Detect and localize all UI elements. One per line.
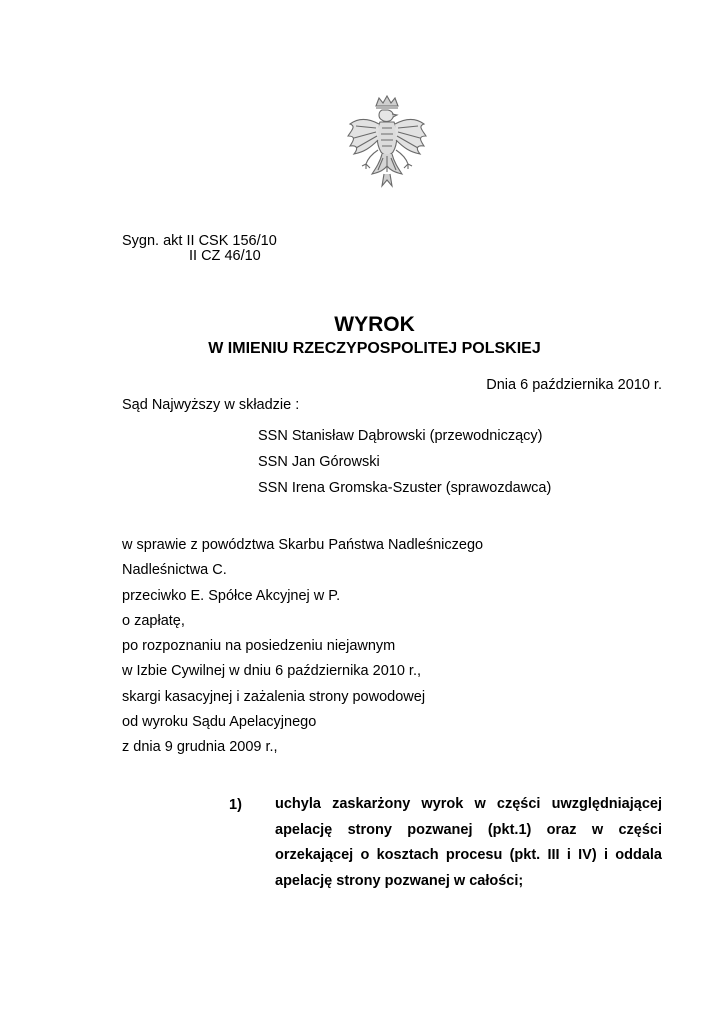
case-line: o zapłatę, [122, 612, 185, 629]
case-line: Nadleśnictwa C. [122, 562, 227, 579]
case-line: skargi kasacyjnej i zażalenia strony powodowej [122, 688, 426, 705]
case-line: w sprawie z powództwa Skarbu Państwa Nadleśniczego [122, 537, 484, 553]
page-title: WYROK [334, 313, 415, 336]
ruling-text: uchyla zaskarżony wyrok w części uwzględniającej apelację strony pozwanej (pkt.1) oraz w części orzekającej o kosztach procesu (pkt. III i IV) i oddala apelację strony pozwanej w całości; [275, 796, 662, 889]
case-line: przeciwko E. Spółce Akcyjnej w P. [122, 587, 341, 604]
judge-item: SSN Stanisław Dąbrowski (przewodniczący) [258, 428, 543, 444]
case-line: po rozpoznaniu na posiedzeniu niejawnym [122, 638, 396, 655]
judge-item: SSN Jan Górowski [258, 454, 380, 470]
judges-list [258, 427, 551, 505]
case-signature-line-2: II CZ 46/10 [189, 248, 261, 264]
case-line: z dnia 9 grudnia 2009 r., [122, 739, 278, 756]
page-subtitle: W IMIENIU RZECZYPOSPOLITEJ POLSKIEJ [208, 340, 541, 357]
court-intro: Sąd Najwyższy w składzie : [122, 397, 300, 413]
judge-item: SSN Irena Gromska-Szuster (sprawozdawca) [258, 480, 552, 496]
case-line: od wyroku Sądu Apelacyjnego [122, 714, 317, 731]
case-line: w Izbie Cywilnej w dniu 6 października 2010 r., [122, 663, 422, 680]
ruling-number: 1) [229, 797, 242, 813]
polish-eagle-emblem-icon [338, 92, 436, 196]
judgment-date: Dnia 6 października 2010 r. [486, 377, 662, 393]
case-signature-line-1: Sygn. akt II CSK 156/10 [122, 233, 277, 249]
case-details [122, 536, 483, 764]
